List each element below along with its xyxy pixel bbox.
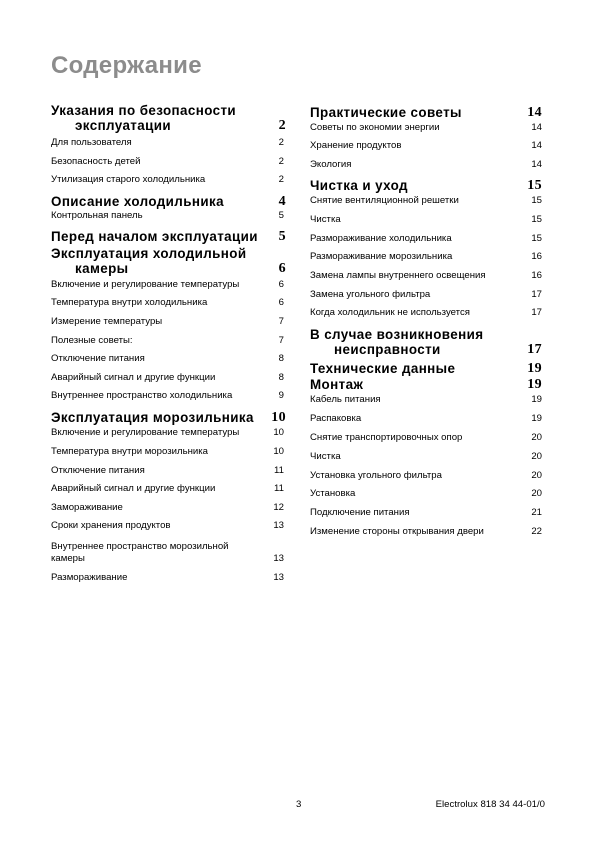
- toc-page-number: 10: [271, 410, 286, 425]
- toc-entry: [51, 156, 286, 168]
- toc-entry-title: Температура внутри холодильника: [51, 297, 208, 308]
- toc-page-number: 5: [278, 229, 286, 244]
- toc-page-number: 14: [531, 122, 542, 133]
- toc-entry-title: Отключение питания: [51, 465, 145, 476]
- toc-entry-title: Внутреннее пространство холодильника: [51, 390, 233, 401]
- toc-entry: [310, 526, 542, 538]
- toc-entry: [310, 289, 542, 301]
- toc-entry-title: Замена угольного фильтра: [310, 289, 431, 300]
- toc-entry-title: Внутреннее пространство морозильной камеры: [51, 541, 229, 564]
- toc-entry: [310, 394, 542, 406]
- toc-entry: [310, 270, 542, 282]
- toc-section-heading: [310, 361, 542, 376]
- toc-section-title: [51, 229, 286, 244]
- toc-entry-title: Экология: [310, 159, 352, 170]
- toc-page-number: 15: [527, 178, 542, 193]
- toc-section-title: [310, 105, 542, 120]
- toc-section-title-line: Чистка и уход: [310, 178, 408, 193]
- toc-page-number: 14: [527, 105, 542, 120]
- toc-page-number: 11: [274, 465, 284, 476]
- toc-page-number: 20: [531, 470, 542, 481]
- toc-entry: [51, 390, 286, 402]
- toc-entry-title: Аварийный сигнал и другие функции: [51, 372, 216, 383]
- toc-page-number: 4: [278, 194, 286, 209]
- toc-section-title-line: Монтаж: [310, 377, 364, 392]
- toc-page-number: 6: [278, 279, 284, 290]
- toc-section-title-line: Технические данные: [310, 361, 456, 376]
- toc-section-title-line: В случае возникновения: [310, 327, 484, 342]
- toc-section-heading: [310, 377, 542, 392]
- toc-section-title-line: Практические советы: [310, 105, 462, 120]
- toc-entry-title: Безопасность детей: [51, 156, 141, 167]
- toc-entry: [310, 432, 542, 444]
- toc-page-number: 11: [274, 483, 284, 494]
- toc-page-number: 7: [278, 316, 284, 327]
- toc-section-title: [51, 410, 286, 425]
- toc-entry: [310, 251, 542, 263]
- toc-page-number: 7: [278, 335, 284, 346]
- toc-page-number: 22: [531, 526, 542, 537]
- toc-page-number: 15: [531, 214, 542, 225]
- toc-section-title: [310, 178, 542, 193]
- toc-page-number: 14: [531, 159, 542, 170]
- toc-page-number: 19: [527, 361, 542, 376]
- toc-section-title: [51, 194, 286, 209]
- toc-section-title: [51, 103, 286, 133]
- toc-section-heading: [51, 103, 286, 133]
- toc-page-number: 6: [278, 297, 284, 308]
- toc-entry-title: Замораживание: [51, 502, 123, 513]
- toc-section-title-line: Указания по безопасности: [51, 103, 237, 118]
- toc-entry-title: Установка угольного фильтра: [310, 470, 442, 481]
- toc-entry: [51, 174, 286, 186]
- toc-entry-title: Чистка: [310, 214, 341, 225]
- toc-entry-title: Размораживание: [51, 572, 128, 583]
- toc-section-title: [51, 246, 286, 276]
- toc-page-number: 2: [278, 174, 284, 185]
- toc-entry-title: Включение и регулирование температуры: [51, 279, 240, 290]
- toc-entry-title: Хранение продуктов: [310, 140, 402, 151]
- toc-page-number: 8: [278, 372, 284, 383]
- toc-section-heading: [51, 246, 286, 276]
- toc-page-number: 12: [273, 502, 284, 513]
- toc-entry: [310, 488, 542, 500]
- toc-section-heading: [310, 178, 542, 193]
- toc-section-title-line: эксплуатации: [75, 118, 172, 133]
- toc-entry-title: Кабель питания: [310, 394, 381, 405]
- toc-entry: [51, 483, 286, 495]
- toc-page-number: 20: [531, 432, 542, 443]
- toc-entry-title: Советы по экономии энергии: [310, 122, 440, 133]
- toc-page-number: 5: [278, 210, 284, 221]
- toc-entry-title: Контрольная панель: [51, 210, 143, 221]
- toc-entry-title: Для пользователя: [51, 137, 132, 148]
- toc-entry-title: Снятие транспортировочных опор: [310, 432, 463, 443]
- toc-page-number: 2: [278, 118, 286, 133]
- toc-entry: [51, 297, 286, 309]
- toc-entry: [310, 140, 542, 152]
- toc-page-number: 6: [278, 261, 286, 276]
- toc-section-title: [310, 361, 542, 376]
- toc-page-number: 21: [531, 507, 542, 518]
- toc-page-number: 19: [527, 377, 542, 392]
- toc-entry: [51, 541, 286, 565]
- toc-entry: [310, 233, 542, 245]
- toc-page-number: 20: [531, 451, 542, 462]
- toc-page-number: 13: [273, 553, 284, 564]
- toc-entry: [310, 122, 542, 134]
- toc-entry: [51, 137, 286, 149]
- toc-entry-title: Замена лампы внутреннего освещения: [310, 270, 486, 281]
- toc-section-title: [310, 327, 542, 357]
- toc-section-title-line: Эксплуатация морозильника: [51, 410, 254, 425]
- toc-entry-title: Измерение температуры: [51, 316, 163, 327]
- toc-entry-title: Сроки хранения продуктов: [51, 520, 171, 531]
- toc-page-number: 17: [531, 289, 542, 300]
- toc-page-number: 9: [278, 390, 284, 401]
- toc-entry: [310, 195, 542, 207]
- toc-section-heading: [310, 327, 542, 357]
- toc-section-title-line: неисправности: [334, 342, 441, 357]
- toc-entry: [51, 372, 286, 384]
- toc-entry: [310, 214, 542, 226]
- toc-entry-title: Утилизация старого холодильника: [51, 174, 206, 185]
- toc-section-heading: [51, 410, 286, 425]
- toc-page-number: 19: [531, 413, 542, 424]
- footer-document-code: Electrolux 818 34 44-01/0: [435, 799, 545, 810]
- toc-entry: [310, 159, 542, 171]
- toc-entry-title: Когда холодильник не используется: [310, 307, 470, 318]
- footer-page-number: 3: [296, 799, 302, 810]
- toc-page-number: 8: [278, 353, 284, 364]
- toc-page-number: 14: [531, 140, 542, 151]
- toc-entry: [51, 520, 286, 532]
- toc-entry-title: Чистка: [310, 451, 341, 462]
- toc-page-number: 2: [278, 156, 284, 167]
- toc-section-title-line: камеры: [75, 261, 129, 276]
- toc-page-number: 19: [531, 394, 542, 405]
- toc-entry: [51, 427, 286, 439]
- toc-entry-title: Температура внутри морозильника: [51, 446, 208, 457]
- page-title: Содержание: [51, 52, 202, 79]
- toc-page-number: 15: [531, 233, 542, 244]
- toc-page-number: 15: [531, 195, 542, 206]
- toc-entry-title: Изменение стороны открывания двери: [310, 526, 484, 537]
- toc-entry: [310, 507, 542, 519]
- toc-entry-title: Аварийный сигнал и другие функции: [51, 483, 216, 494]
- toc-section-title-line: Описание холодильника: [51, 194, 224, 209]
- toc-section-heading: [51, 229, 286, 244]
- toc-section-title: [310, 377, 542, 392]
- toc-page-number: 16: [531, 251, 542, 262]
- toc-entry: [51, 572, 286, 584]
- toc-entry: [51, 446, 286, 458]
- toc-entry-title: Полезные советы:: [51, 335, 133, 346]
- toc-entry: [310, 307, 542, 319]
- toc-entry: [310, 470, 542, 482]
- toc-entry-title: Размораживание холодильника: [310, 233, 452, 244]
- toc-entry: [51, 316, 286, 328]
- toc-page-number: 17: [527, 342, 542, 357]
- toc-entry-title: Размораживание морозильника: [310, 251, 453, 262]
- toc-page-number: 20: [531, 488, 542, 499]
- toc-entry: [51, 335, 286, 347]
- toc-entry-title: Отключение питания: [51, 353, 145, 364]
- toc-page-number: 10: [273, 427, 284, 438]
- toc-entry-title: Подключение питания: [310, 507, 410, 518]
- toc-entry: [51, 502, 286, 514]
- toc-entry: [51, 210, 286, 222]
- toc-entry-title: Снятие вентиляционной решетки: [310, 195, 459, 206]
- toc-section-title-line: Перед началом эксплуатации: [51, 229, 258, 244]
- toc-page-number: 17: [531, 307, 542, 318]
- toc-entry: [310, 413, 542, 425]
- toc-page-number: 13: [273, 520, 284, 531]
- toc-entry: [51, 353, 286, 365]
- toc-entry-title: Установка: [310, 488, 356, 499]
- toc-entry: [51, 279, 286, 291]
- toc-section-title-line: Эксплуатация холодильной: [51, 246, 247, 261]
- toc-entry-title: Распаковка: [310, 413, 362, 424]
- toc-page-number: 13: [273, 572, 284, 583]
- toc-page-number: 10: [273, 446, 284, 457]
- toc-page-number: 16: [531, 270, 542, 281]
- toc-entry: [310, 451, 542, 463]
- toc-section-heading: [310, 105, 542, 120]
- toc-section-heading: [51, 194, 286, 209]
- toc-entry: [51, 465, 286, 477]
- toc-entry-title: Включение и регулирование температуры: [51, 427, 240, 438]
- toc-page-number: 2: [278, 137, 284, 148]
